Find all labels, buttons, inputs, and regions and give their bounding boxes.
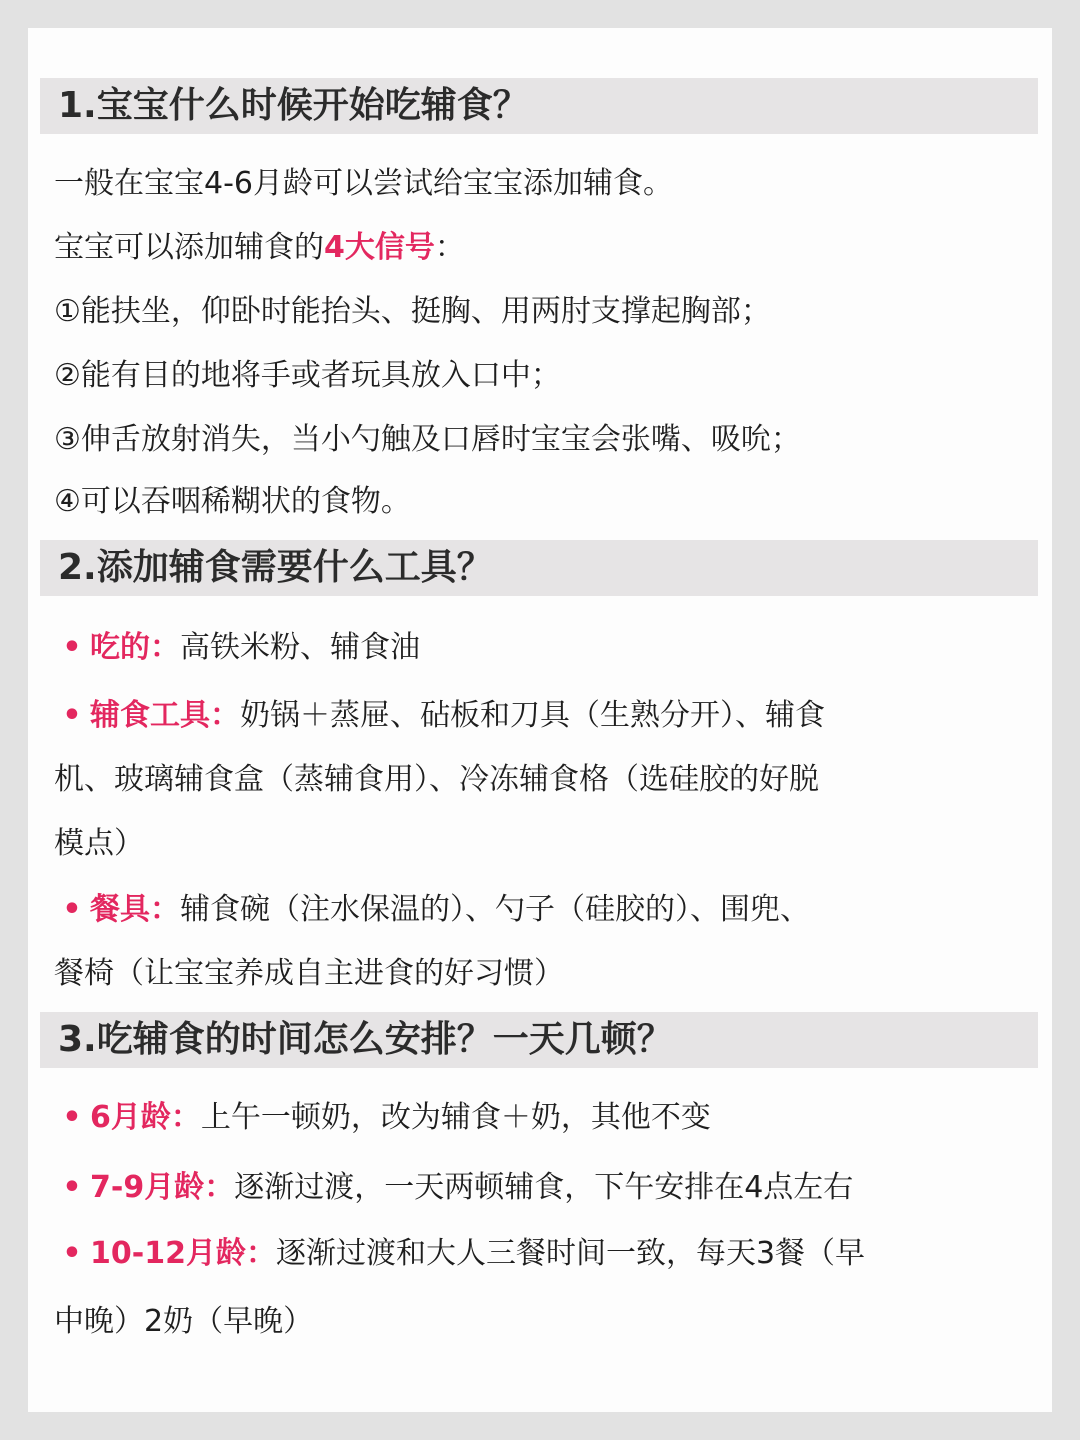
signals-highlight: 4大信号	[324, 230, 435, 265]
schedule-entry-10-12m	[54, 1222, 1034, 1286]
section-2-title: 2.添加辅食需要什么工具？	[40, 540, 1038, 596]
bullet-dot: •	[62, 1236, 82, 1271]
signals-prefix: 宝宝可以添加辅食的	[54, 230, 324, 265]
entry-text: 辅食碗（注水保温的）、勺子（硅胶的）、围兜、	[180, 892, 810, 927]
bullet-dot: •	[62, 1100, 82, 1135]
section-1-signals-line	[54, 216, 1034, 280]
schedule-entry-6m	[54, 1086, 1034, 1150]
entry-label: 吃的：	[90, 630, 180, 665]
tool-entry-tableware	[54, 878, 1034, 942]
tool-entry-cookware-cont-2: 模点）	[54, 826, 144, 861]
signal-item-4: ④可以吞咽稀糊状的食物。	[54, 484, 411, 519]
bullet-dot: •	[62, 892, 82, 927]
entry-label: 10-12月龄：	[90, 1236, 276, 1271]
signal-item-2: ②能有目的地将手或者玩具放入口中；	[54, 358, 561, 393]
entry-text: 逐渐过渡，一天两顿辅食，下午安排在4点左右	[234, 1170, 854, 1205]
tool-entry-tableware-cont-1: 餐椅（让宝宝养成自主进食的好习惯）	[54, 956, 564, 991]
entry-text: 高铁米粉、辅食油	[180, 630, 420, 665]
schedule-entry-10-12m-cont: 中晚）2奶（早晚）	[54, 1304, 314, 1339]
section-1-title: 1.宝宝什么时候开始吃辅食？	[40, 78, 1038, 134]
content-card	[28, 28, 1052, 1412]
section-1-intro: 一般在宝宝4-6月龄可以尝试给宝宝添加辅食。	[54, 166, 673, 201]
entry-label: 6月龄：	[90, 1100, 201, 1135]
tool-entry-cookware-cont-1: 机、玻璃辅食盒（蒸辅食用）、冷冻辅食格（选硅胶的好脱	[54, 762, 819, 797]
entry-label: 辅食工具：	[90, 698, 240, 733]
tool-entry-cookware	[54, 684, 1034, 748]
schedule-entry-7-9m	[54, 1156, 1034, 1220]
bullet-dot: •	[62, 630, 82, 665]
bullet-dot: •	[62, 698, 82, 733]
signals-suffix: ：	[434, 230, 465, 265]
section-3-title: 3.吃辅食的时间怎么安排？一天几顿？	[40, 1012, 1038, 1068]
tool-entry-food	[54, 616, 1034, 680]
signal-item-1: ①能扶坐，仰卧时能抬头、挺胸、用两肘支撑起胸部；	[54, 294, 771, 329]
entry-text: 上午一顿奶，改为辅食＋奶，其他不变	[200, 1100, 711, 1135]
signal-item-3: ③伸舌放射消失，当小勺触及口唇时宝宝会张嘴、吸吮；	[54, 422, 801, 457]
bullet-dot: •	[62, 1170, 82, 1205]
entry-label: 餐具：	[90, 892, 180, 927]
entry-text: 逐渐过渡和大人三餐时间一致，每天3餐（早	[275, 1236, 866, 1271]
entry-text: 奶锅＋蒸屉、砧板和刀具（生熟分开）、辅食	[240, 698, 825, 733]
entry-label: 7-9月龄：	[90, 1170, 235, 1205]
